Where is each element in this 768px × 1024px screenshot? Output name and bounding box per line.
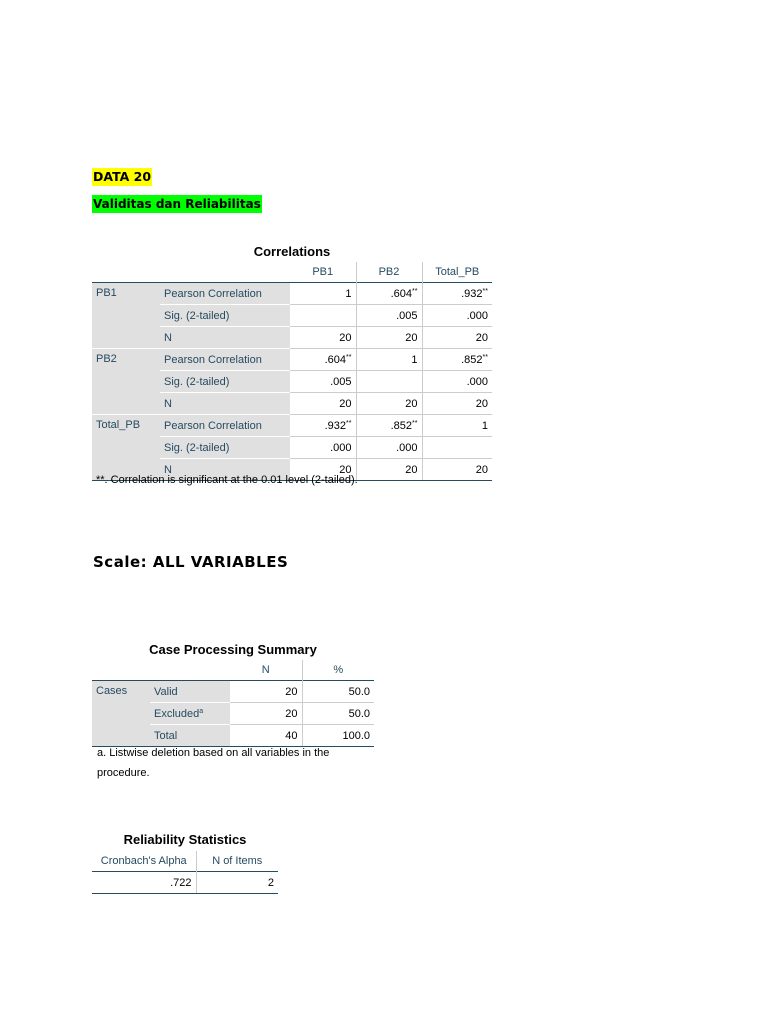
cell-value: [422, 349, 492, 371]
cell-text: .000: [466, 375, 488, 388]
table-row: [92, 681, 374, 703]
cell-text: .932: [324, 419, 347, 432]
row-group-label: Total_PB: [92, 415, 160, 481]
cell-text: .005: [330, 375, 352, 388]
cell-text: 1: [345, 287, 352, 300]
cell-text: .604: [390, 287, 413, 300]
col-header-alpha: Cronbach's Alpha: [100, 855, 187, 867]
cell-value: [422, 371, 492, 393]
case-summary-footnote-line1: a. Listwise deletion based on all variables in the: [97, 747, 330, 759]
row-stat-label: Sig. (2-tailed): [160, 305, 290, 327]
row-stat-label: Pearson Correlation: [160, 349, 290, 371]
cell-value: 50.0: [302, 703, 374, 725]
corner-cell: [92, 262, 160, 283]
reliability-header-row: [92, 851, 278, 872]
significance-mark: **: [482, 287, 488, 295]
row-group-label: Cases: [92, 681, 150, 747]
row-label-total: Total: [150, 725, 230, 747]
cell-text: .005: [396, 309, 418, 322]
cell-text: 20: [405, 463, 418, 476]
table-row: [92, 349, 492, 371]
row-label-valid: Valid: [150, 681, 230, 703]
cell-value: 2: [196, 872, 278, 894]
col-header: Total_PB: [422, 262, 492, 283]
col-header-pct: %: [302, 660, 374, 681]
col-header-items: N of Items: [196, 851, 278, 872]
cell-text: 20: [475, 331, 488, 344]
table-row: [92, 283, 492, 305]
significance-mark: **: [482, 353, 488, 361]
significance-mark: **: [346, 419, 352, 427]
cell-value: [422, 393, 492, 415]
cell-value: [422, 327, 492, 349]
corner-cell: [92, 660, 150, 681]
cell-value: [290, 349, 356, 371]
cell-value: [290, 305, 356, 327]
significance-mark: **: [412, 287, 418, 295]
cell-text: 20: [475, 463, 488, 476]
col-header-n: N: [261, 664, 270, 676]
cell-text: 1: [481, 419, 488, 432]
cell-value: .722: [92, 872, 196, 894]
cell-value: [356, 327, 422, 349]
correlations-title: Correlations: [253, 244, 331, 259]
row-label-excluded: [150, 703, 230, 725]
section-label: Validitas dan Reliabilitas: [93, 197, 261, 211]
cell-value: [356, 437, 422, 459]
table-row: [92, 415, 492, 437]
corner-cell: [160, 262, 290, 283]
row-stat-label: Pearson Correlation: [160, 415, 290, 437]
cell-value: [290, 327, 356, 349]
cell-value: [422, 283, 492, 305]
cell-value: [422, 459, 492, 481]
cell-text: 20: [405, 397, 418, 410]
corner-cell: [150, 660, 230, 681]
cell-text: .000: [330, 441, 352, 454]
cell-value: 40: [230, 725, 302, 747]
cell-text: .852: [461, 353, 483, 366]
cell-value: 20: [230, 703, 302, 725]
cell-value: [422, 415, 492, 437]
cell-text: .000: [466, 309, 488, 322]
cell-value: [356, 349, 422, 371]
cell-value: [356, 371, 422, 393]
cell-value: 100.0: [302, 725, 374, 747]
col-header: PB1: [312, 266, 334, 278]
cell-text: .000: [396, 441, 418, 454]
cell-value: [356, 459, 422, 481]
significance-mark: **: [412, 419, 418, 427]
cell-text: .852: [390, 419, 413, 432]
cell-value: [356, 415, 422, 437]
cell-text: 20: [405, 331, 418, 344]
row-stat-label: N: [160, 327, 290, 349]
reliability-table: [92, 851, 278, 894]
correlations-header-row: [92, 262, 492, 283]
cell-text: 20: [339, 331, 352, 344]
case-summary-title: Case Processing Summary: [149, 642, 317, 657]
case-summary-footnote-line2: procedure.: [97, 767, 150, 779]
cell-text: .932: [461, 287, 483, 300]
row-group-label: PB1: [92, 283, 160, 349]
cell-text: 20: [339, 463, 352, 476]
cell-text: 1: [411, 353, 418, 366]
table-row: [92, 872, 278, 894]
cell-value: [290, 283, 356, 305]
data-label: DATA 20: [93, 169, 152, 184]
row-group-label: PB2: [92, 349, 160, 415]
cell-value: 50.0: [302, 681, 374, 703]
cell-value: [356, 393, 422, 415]
footnote-mark: a: [199, 707, 204, 715]
scale-title: Scale: ALL VARIABLES: [93, 553, 289, 571]
row-stat-label: N: [160, 459, 290, 481]
row-stat-label: Sig. (2-tailed): [160, 371, 290, 393]
col-header: PB2: [356, 262, 422, 283]
cell-value: [422, 305, 492, 327]
cell-text: 20: [339, 397, 352, 410]
row-stat-label: N: [160, 393, 290, 415]
cell-value: [422, 437, 492, 459]
cell-value: [290, 437, 356, 459]
row-stat-label: Pearson Correlation: [160, 283, 290, 305]
cell-value: [290, 393, 356, 415]
correlations-table: [92, 262, 492, 481]
cell-value: 20: [230, 681, 302, 703]
case-summary-header-row: [92, 660, 374, 681]
cell-value: [356, 305, 422, 327]
cell-value: [290, 415, 356, 437]
cell-value: [356, 283, 422, 305]
correlations-footnote: **. Correlation is significant at the 0.01 level (2-tailed).: [96, 474, 358, 486]
cell-text: .604: [324, 353, 347, 366]
row-stat-label: Sig. (2-tailed): [160, 437, 290, 459]
reliability-title: Reliability Statistics: [123, 832, 247, 847]
row-label-text: Excluded: [154, 707, 200, 720]
significance-mark: **: [346, 353, 352, 361]
case-summary-table: [92, 660, 374, 747]
cell-value: [290, 371, 356, 393]
cell-text: 20: [475, 397, 488, 410]
